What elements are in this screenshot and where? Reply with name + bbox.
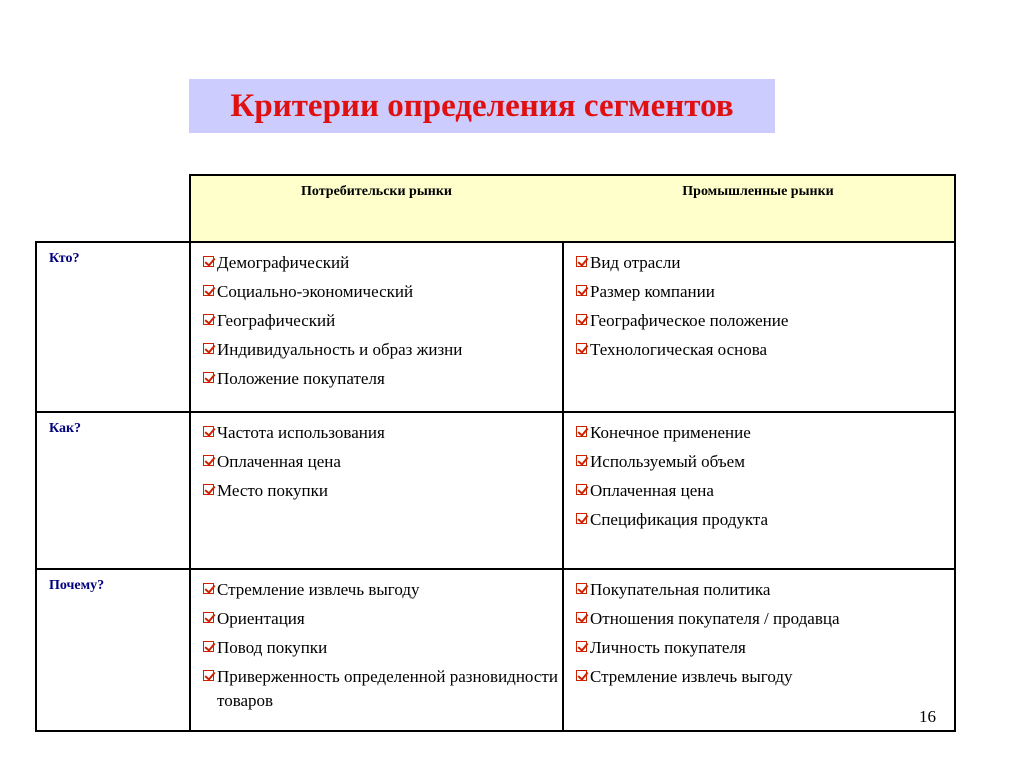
- list-item-text: Технологическая основа: [590, 340, 768, 359]
- list-item-text: Оплаченная цена: [217, 452, 341, 471]
- list-item-text: Покупательная политика: [590, 580, 771, 599]
- list-item: [203, 605, 561, 634]
- list-item-text: Личность покупателя: [590, 638, 746, 657]
- list-item: [203, 576, 561, 605]
- list-item: [203, 249, 561, 278]
- list-item: [576, 506, 954, 535]
- checked-box-icon: [203, 285, 214, 296]
- list-item: [203, 419, 561, 448]
- checked-box-icon: [203, 256, 214, 267]
- checked-box-icon: [576, 513, 587, 524]
- list-item-text: Конечное применение: [590, 423, 751, 442]
- list-item: [203, 336, 561, 365]
- row-label-text: Как?: [49, 421, 82, 436]
- list-item: [576, 663, 954, 692]
- list-item-text: Спецификация продукта: [590, 510, 769, 529]
- column-header-industrial: [562, 174, 956, 242]
- list-item: [576, 336, 954, 365]
- list-item-text: Используемый объем: [590, 452, 745, 471]
- list-item: [576, 307, 954, 336]
- checked-box-icon: [576, 612, 587, 623]
- list-item: [576, 605, 954, 634]
- title-banner: [189, 79, 775, 133]
- checked-box-icon: [576, 583, 587, 594]
- list-item-text: Приверженность определенной разновидности товаров: [217, 667, 558, 710]
- list-item-text: Размер компании: [590, 282, 715, 301]
- list-item: [576, 278, 954, 307]
- list-item: [576, 419, 954, 448]
- list-item-text: Вид отрасли: [590, 253, 681, 272]
- cell-how-industrial: [564, 413, 954, 568]
- checked-box-icon: [576, 256, 587, 267]
- checked-box-icon: [576, 426, 587, 437]
- list-item-text: Повод покупки: [217, 638, 328, 657]
- list-item: [203, 634, 561, 663]
- checked-box-icon: [576, 314, 587, 325]
- list-item: [203, 663, 561, 716]
- cell-who-consumer: [191, 243, 561, 411]
- list-item-text: Географическое положение: [590, 311, 789, 330]
- row-label-who: [37, 243, 189, 411]
- page-number: 16: [919, 707, 936, 726]
- checked-box-icon: [203, 670, 214, 681]
- list-item-text: Стремление извлечь выгоду: [590, 667, 793, 686]
- list-item: [203, 477, 561, 506]
- checked-box-icon: [203, 314, 214, 325]
- row-label-text: Почему?: [49, 578, 105, 593]
- column-header-consumer: [189, 174, 564, 242]
- checked-box-icon: [203, 455, 214, 466]
- checked-box-icon: [576, 641, 587, 652]
- checked-box-icon: [203, 343, 214, 354]
- cell-why-industrial: [564, 570, 954, 730]
- checked-box-icon: [576, 285, 587, 296]
- list-item: [203, 278, 561, 307]
- row-label-why: [37, 570, 189, 730]
- list-item: [576, 576, 954, 605]
- checked-box-icon: [203, 426, 214, 437]
- row-label-text: Кто?: [49, 251, 80, 266]
- list-item-text: Индивидуальность и образ жизни: [217, 340, 463, 359]
- list-item: [576, 634, 954, 663]
- criteria-table: [35, 241, 956, 732]
- list-item-text: Географический: [217, 311, 336, 330]
- list-item-text: Положение покупателя: [217, 369, 385, 388]
- list-item-text: Социально-экономический: [217, 282, 414, 301]
- checked-box-icon: [203, 583, 214, 594]
- checked-box-icon: [576, 670, 587, 681]
- list-item: [576, 249, 954, 278]
- column-header-consumer-label: Потребительски рынки: [301, 184, 452, 199]
- cell-why-consumer: [191, 570, 561, 730]
- list-item: [576, 477, 954, 506]
- list-item-text: Частота использования: [217, 423, 385, 442]
- checked-box-icon: [576, 343, 587, 354]
- checked-box-icon: [203, 612, 214, 623]
- checked-box-icon: [576, 484, 587, 495]
- page-title: Критерии определения сегментов: [230, 87, 734, 124]
- list-item-text: Место покупки: [217, 481, 328, 500]
- cell-who-industrial: [564, 243, 954, 411]
- list-item-text: Стремление извлечь выгоду: [217, 580, 420, 599]
- column-header-industrial-label: Промышленные рынки: [682, 184, 834, 199]
- list-item: [576, 448, 954, 477]
- checked-box-icon: [203, 372, 214, 383]
- checked-box-icon: [203, 641, 214, 652]
- checked-box-icon: [203, 484, 214, 495]
- list-item: [203, 448, 561, 477]
- row-label-how: [37, 413, 189, 568]
- checked-box-icon: [576, 455, 587, 466]
- list-item: [203, 365, 561, 394]
- list-item-text: Демографический: [217, 253, 350, 272]
- list-item-text: Ориентация: [217, 609, 305, 628]
- list-item-text: Отношения покупателя / продавца: [590, 609, 840, 628]
- list-item-text: Оплаченная цена: [590, 481, 714, 500]
- list-item: [203, 307, 561, 336]
- cell-how-consumer: [191, 413, 561, 568]
